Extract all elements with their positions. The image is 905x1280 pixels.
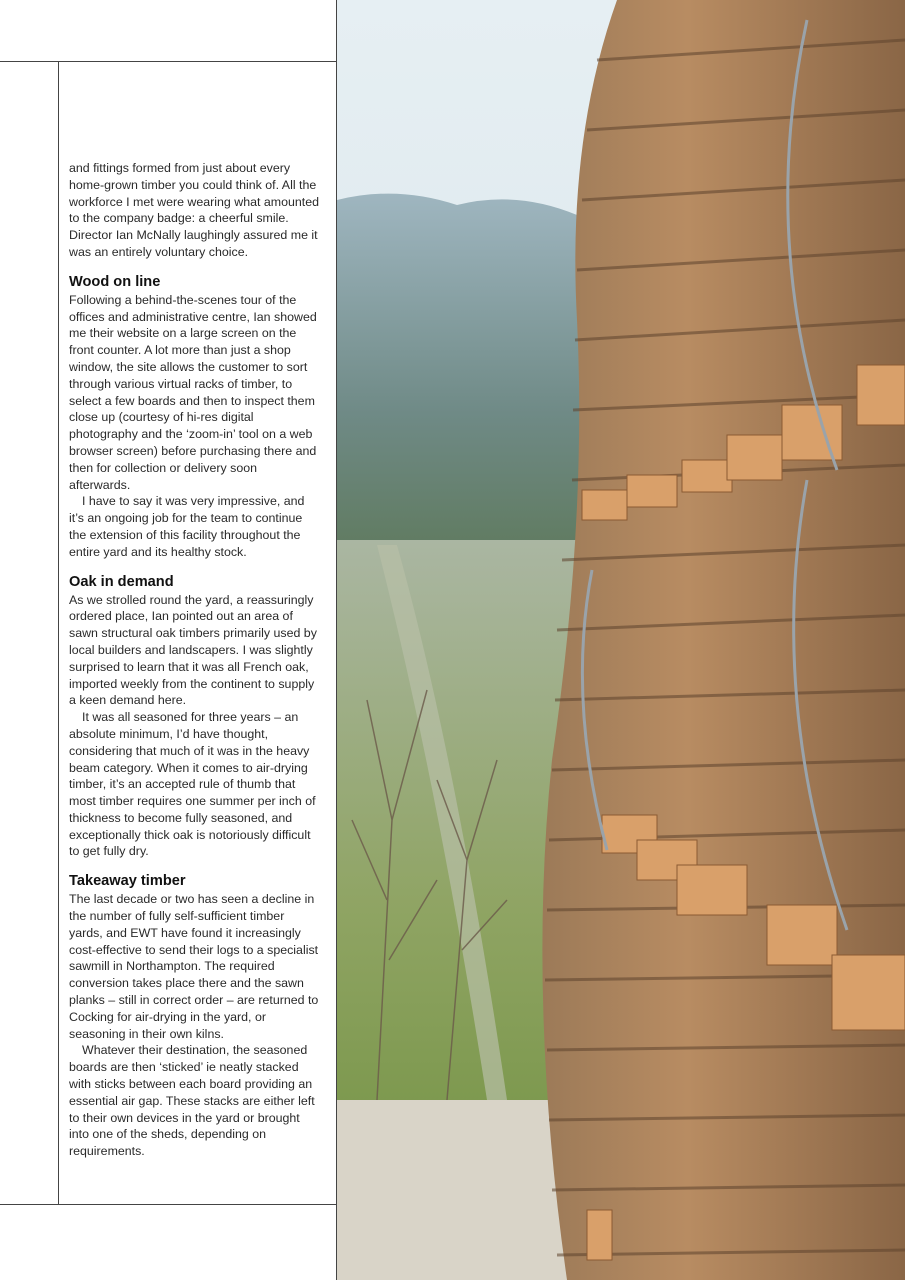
top-rule xyxy=(0,61,337,62)
body-paragraph: Whatever their destination, the seasoned boards are then ‘sticked’ ie neatly stacked with sticks between each board providing an essential air gap. These stacks are either left to their own devices in the yard or brought into one of the sheds, depending on requirements. xyxy=(69,1043,315,1159)
timber-stack-photo xyxy=(337,0,905,1280)
body-paragraph: As we strolled round the yard, a reassuringly ordered place, Ian pointed out an area of sawn structural oak timbers primarily used by local builders and landscapers. I was slightly surprised to learn that it was all French oak, imported weekly from the continent to supply a keen demand here. xyxy=(69,592,317,708)
body-paragraph: The last decade or two has seen a decline in the number of fully self-sufficient timber yards, and EWT have found it increasingly cost-effective to send their logs to a specialist sawmill in Northampton. The required conversion takes place there and the sawn planks – still in correct order – are returned to Cocking for air-drying in the yard, or seasoning in their own kilns. xyxy=(69,892,319,1041)
section-heading-oak-in-demand: Oak in demand xyxy=(69,573,174,590)
body-paragraph: Following a behind-the-scenes tour of the offices and administrative centre, Ian showed me their website on a large screen on the front counter. A lot more than just a shop window, the site allows the customer to sort through various virtual racks of timber, to select a few boards and then to inspect them close up (courtesy of hi-res digital photography and the ‘zoom-in’ tool on a web browser screen) before purchasing there and then for collection or delivery soon afterwards. xyxy=(69,292,317,492)
article-column xyxy=(69,160,319,1160)
body-paragraph: I have to say it was very impressive, and it’s an ongoing job for the team to continue the extension of this facility throughout the entire yard and its healthy stock. xyxy=(69,494,305,559)
section-heading-wood-on-line: Wood on line xyxy=(69,273,161,290)
bottom-rule xyxy=(0,1204,337,1205)
left-rule xyxy=(58,61,59,1205)
body-paragraph: It was all seasoned for three years – an absolute minimum, I’d have thought, considering that much of it was in the heavy beam category. When it comes to air-drying timber, it’s an accepted rule of thumb that most timber requires one summer per inch of thickness to become fully seasoned, and exceptionally thick oak is notoriously difficult to get fully dry. xyxy=(69,710,316,859)
intro-paragraph: and fittings formed from just about every home-grown timber you could think of. All the workforce I met were wearing what amounted to the company badge: a cheerful smile. Director Ian McNally laughingly assured me it was an entirely voluntary choice. xyxy=(69,161,319,259)
section-heading-takeaway-timber: Takeaway timber xyxy=(69,873,186,890)
